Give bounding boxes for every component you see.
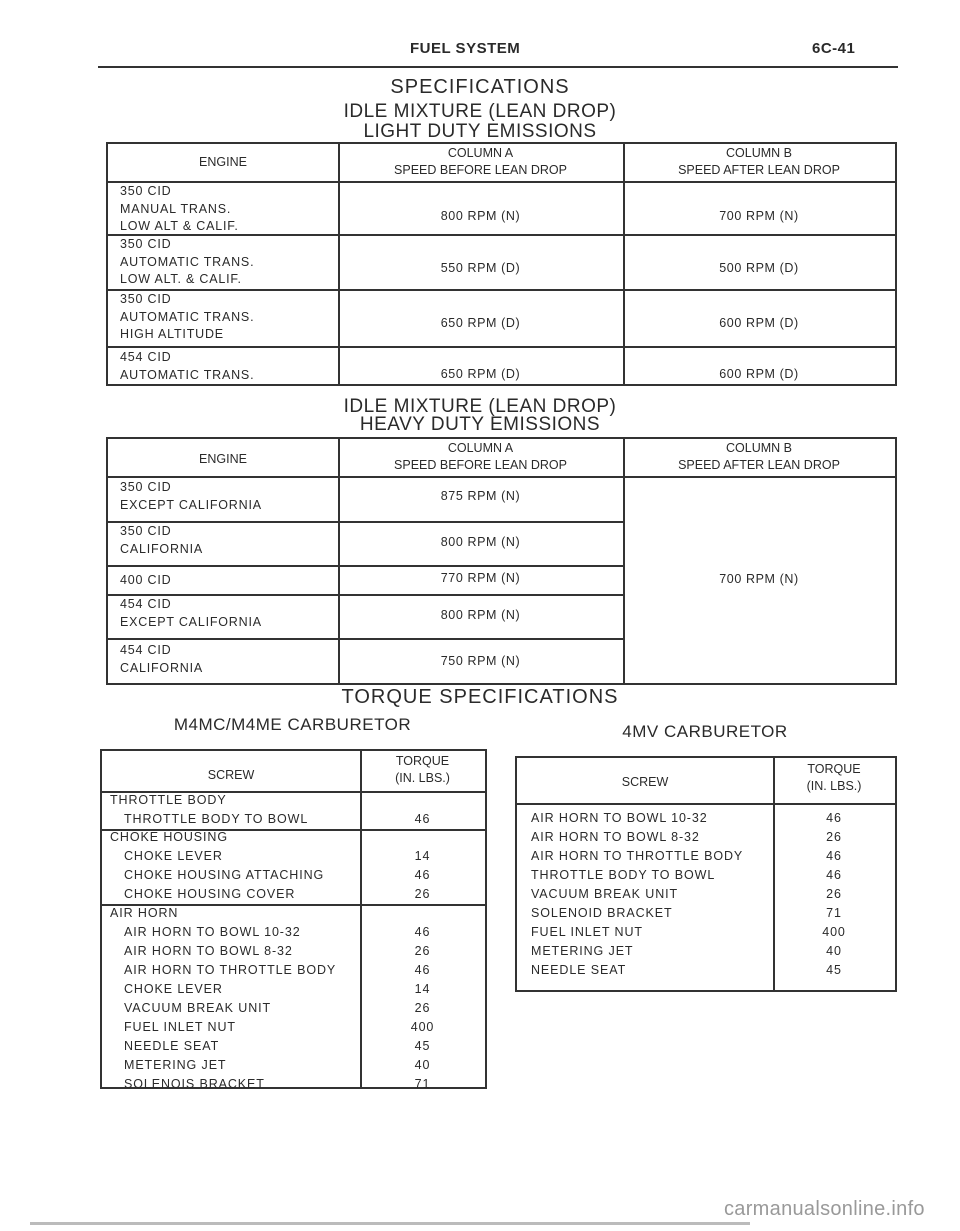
torque-value: 40 xyxy=(414,1058,431,1072)
screw-item: AIR HORN TO THROTTLE BODY xyxy=(124,963,337,977)
col-torque-header: TORQUE xyxy=(807,762,861,776)
col-engine-header: ENGINE xyxy=(199,452,247,466)
speed-after-all: 700 RPM (N) xyxy=(719,572,799,586)
engine-line: EXCEPT CALIFORNIA xyxy=(120,614,262,629)
engine-line: HIGH ALTITUDE xyxy=(120,327,224,341)
col-a-subheader: SPEED BEFORE LEAN DROP xyxy=(394,163,567,177)
speed-before: 800 RPM (N) xyxy=(440,535,521,549)
specifications-title: SPECIFICATIONS xyxy=(390,76,570,98)
header-rule xyxy=(98,66,898,68)
engine-line: 350 CID xyxy=(120,237,172,251)
engine-line: 400 CID xyxy=(120,573,172,587)
torque-value: 26 xyxy=(414,887,431,901)
torque-value: 400 xyxy=(822,925,846,939)
torque-value: 46 xyxy=(826,811,842,825)
page-number: 6C-41 xyxy=(812,40,856,57)
screw-item: CHOKE LEVER xyxy=(124,849,223,863)
engine-line: CALIFORNIA xyxy=(120,541,204,556)
torque-value: 45 xyxy=(826,963,842,977)
screw-item: NEEDLE SEAT xyxy=(124,1039,220,1053)
m4mc-title: M4MC/M4ME CARBURETOR xyxy=(173,715,412,734)
col-b-header: COLUMN B xyxy=(726,146,792,160)
screw-item: NEEDLE SEAT xyxy=(531,963,627,977)
screw-item: CHOKE HOUSING COVER xyxy=(124,887,296,901)
section-title: FUEL SYSTEM xyxy=(410,40,521,57)
speed-before: 750 RPM (N) xyxy=(440,654,521,668)
col-torque-units: (IN. LBS.) xyxy=(395,771,450,785)
screw-group-label: THROTTLE BODY xyxy=(110,793,227,807)
speed-after: 500 RPM (D) xyxy=(719,261,799,275)
screw-item: CHOKE HOUSING ATTACHING xyxy=(124,868,325,882)
torque-value: 46 xyxy=(414,868,431,882)
screw-item: METERING JET xyxy=(531,944,634,958)
engine-line: 350 CID xyxy=(120,184,172,198)
col-b-header: COLUMN B xyxy=(726,441,792,455)
engine-line: AUTOMATIC TRANS. xyxy=(120,309,255,324)
torque-value: 46 xyxy=(414,963,431,977)
engine-line: 454 CID xyxy=(120,643,172,657)
torque-value: 14 xyxy=(414,982,431,996)
col-engine-header: ENGINE xyxy=(199,155,247,169)
torque-value: 46 xyxy=(826,849,842,863)
watermark: carmanualsonline.info xyxy=(724,1198,925,1220)
torque-value: 26 xyxy=(414,1001,431,1015)
screw-item: VACUUM BREAK UNIT xyxy=(531,887,679,901)
torque-value: 26 xyxy=(826,830,842,844)
screw-group-label: CHOKE HOUSING xyxy=(110,830,228,844)
speed-before: 650 RPM (D) xyxy=(440,316,521,330)
engine-line: 454 CID xyxy=(120,597,172,611)
torque-value: 46 xyxy=(414,925,431,939)
screw-item: SOLENOIS BRACKET xyxy=(124,1077,265,1091)
torque-value: 71 xyxy=(826,906,842,920)
screw-item: VACUUM BREAK UNIT xyxy=(124,1001,272,1015)
screw-group-label: AIR HORN xyxy=(110,906,179,920)
torque-specs-title: TORQUE SPECIFICATIONS xyxy=(341,686,619,708)
speed-before: 800 RPM (N) xyxy=(440,209,521,223)
torque-value: 26 xyxy=(414,944,431,958)
screw-item: CHOKE LEVER xyxy=(124,982,223,996)
engine-line: LOW ALT. & CALIF. xyxy=(120,272,242,286)
idle-mixture-title-2: IDLE MIXTURE (LEAN DROP) xyxy=(343,396,617,417)
col-a-header: COLUMN A xyxy=(447,146,514,160)
light-duty-table xyxy=(106,142,897,386)
4mv-title: 4MV CARBURETOR xyxy=(622,722,788,741)
speed-after: 600 RPM (D) xyxy=(719,316,799,330)
speed-before: 550 RPM (D) xyxy=(440,261,521,275)
heavy-duty-title: HEAVY DUTY EMISSIONS xyxy=(359,414,601,435)
screw-item: METERING JET xyxy=(124,1058,227,1072)
col-b-subheader: SPEED AFTER LEAN DROP xyxy=(678,163,840,177)
torque-value: 26 xyxy=(826,887,842,901)
col-a-subheader: SPEED BEFORE LEAN DROP xyxy=(394,458,567,472)
torque-value: 40 xyxy=(826,944,842,958)
speed-before: 875 RPM (N) xyxy=(440,489,521,503)
engine-line: 454 CID xyxy=(120,350,172,364)
screw-item: THROTTLE BODY TO BOWL xyxy=(124,812,309,826)
engine-line: 350 CID xyxy=(120,524,172,538)
col-screw-header: SCREW xyxy=(621,775,669,789)
torque-value: 46 xyxy=(414,812,431,826)
speed-before: 650 RPM (D) xyxy=(440,367,521,381)
engine-line: 350 CID xyxy=(120,292,172,306)
torque-value: 400 xyxy=(410,1020,435,1034)
screw-item: AIR HORN TO BOWL 8-32 xyxy=(124,944,293,958)
engine-line: AUTOMATIC TRANS. xyxy=(120,254,255,269)
screw-item: THROTTLE BODY TO BOWL xyxy=(531,868,716,882)
heavy-duty-table xyxy=(106,437,897,685)
speed-after: 600 RPM (D) xyxy=(719,367,799,381)
torque-value: 45 xyxy=(414,1039,431,1053)
engine-line: EXCEPT CALIFORNIA xyxy=(120,497,262,512)
screw-item: AIR HORN TO BOWL 8-32 xyxy=(531,830,700,844)
screw-item: AIR HORN TO THROTTLE BODY xyxy=(531,849,744,863)
col-torque-units: (IN. LBS.) xyxy=(806,779,862,793)
speed-after: 700 RPM (N) xyxy=(719,209,799,223)
torque-value: 46 xyxy=(826,868,842,882)
speed-before: 770 RPM (N) xyxy=(440,571,521,585)
4mv-torque-table xyxy=(515,756,897,992)
light-duty-title: LIGHT DUTY EMISSIONS xyxy=(363,121,597,142)
col-torque-header: TORQUE xyxy=(395,754,450,768)
speed-before: 800 RPM (N) xyxy=(440,608,521,622)
col-a-header: COLUMN A xyxy=(447,441,514,455)
bottom-rule xyxy=(30,1222,750,1225)
col-screw-header: SCREW xyxy=(207,768,255,782)
engine-line: 350 CID xyxy=(120,480,172,494)
idle-mixture-title: IDLE MIXTURE (LEAN DROP) xyxy=(343,101,617,122)
screw-item: FUEL INLET NUT xyxy=(531,925,643,939)
screw-item: FUEL INLET NUT xyxy=(124,1020,236,1034)
torque-value: 14 xyxy=(414,849,431,863)
screw-item: SOLENOID BRACKET xyxy=(531,906,673,920)
torque-value: 71 xyxy=(414,1077,431,1091)
engine-line: CALIFORNIA xyxy=(120,660,204,675)
engine-line: AUTOMATIC TRANS. xyxy=(120,367,255,382)
col-b-subheader: SPEED AFTER LEAN DROP xyxy=(678,458,840,472)
engine-line: LOW ALT & CALIF. xyxy=(120,219,239,233)
m4mc-torque-table xyxy=(100,749,487,1089)
screw-item: AIR HORN TO BOWL 10-32 xyxy=(124,925,301,939)
engine-line: MANUAL TRANS. xyxy=(120,201,232,216)
screw-item: AIR HORN TO BOWL 10-32 xyxy=(531,811,708,825)
